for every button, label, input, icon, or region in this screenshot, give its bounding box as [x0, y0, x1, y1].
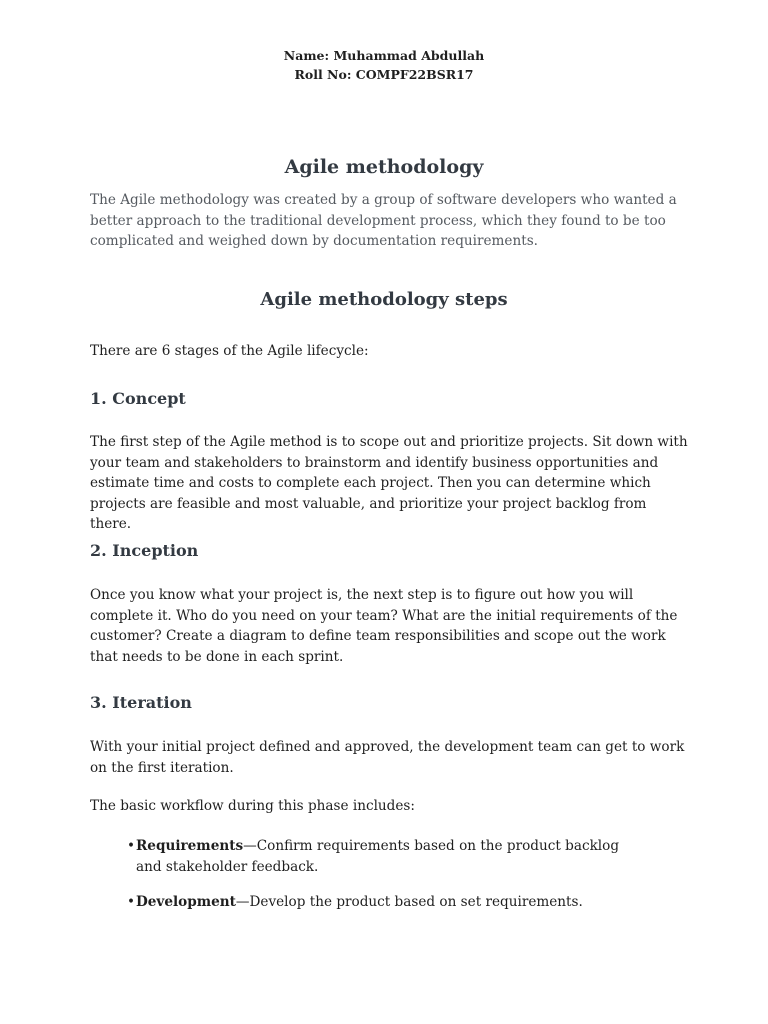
page-title: Agile methodology — [284, 156, 484, 178]
workflow-intro: The basic workflow during this phase includes: — [90, 798, 415, 814]
paragraph-iteration: With your initial project defined and approved, the development team can get to work on the first iteration. — [90, 739, 685, 776]
bullet-marker: • — [127, 838, 136, 854]
roll-number: Roll No: COMPF22BSR17 — [294, 67, 474, 82]
heading-concept: 1. Concept — [90, 389, 186, 408]
bullet-text: —Develop the product based on set requirements. — [235, 894, 583, 910]
stages-intro: There are 6 stages of the Agile lifecycle: — [90, 343, 369, 359]
bullet-text: —Confirm requirements based on the product backlog and stakeholder feedback. — [136, 838, 620, 875]
paragraph-concept: The first step of the Agile method is to scope out and prioritize projects. Sit down with your team and stakeholders to brainstorm and identify business opportunities and estimate time and costs to complete each project. Then you can determine which projects are feasible and most valuable, and prioritize your project backlog from there. — [90, 434, 688, 532]
section-title: Agile methodology steps — [260, 289, 508, 310]
intro-paragraph: The Agile methodology was created by a group of software developers who wanted a better approach to the traditional development process, which they found to be too complicated and weighed down by documentation requirements. — [90, 192, 677, 249]
bullet-term: Development — [136, 894, 236, 910]
document-header — [0, 46, 768, 84]
student-name: Name: Muhammad Abdullah — [283, 48, 485, 63]
heading-iteration: 3. Iteration — [90, 693, 192, 712]
list-item — [127, 836, 647, 877]
list-item — [127, 892, 647, 913]
bullet-marker: • — [127, 894, 136, 910]
heading-inception: 2. Inception — [90, 541, 199, 560]
bullet-term: Requirements — [136, 838, 244, 854]
paragraph-inception: Once you know what your project is, the next step is to figure out how you will complete it. Who do you need on your team? What are the initial requirements of the customer? Create a diagram to define team responsibilities and scope out the work that needs to be done in each sprint. — [90, 587, 678, 665]
